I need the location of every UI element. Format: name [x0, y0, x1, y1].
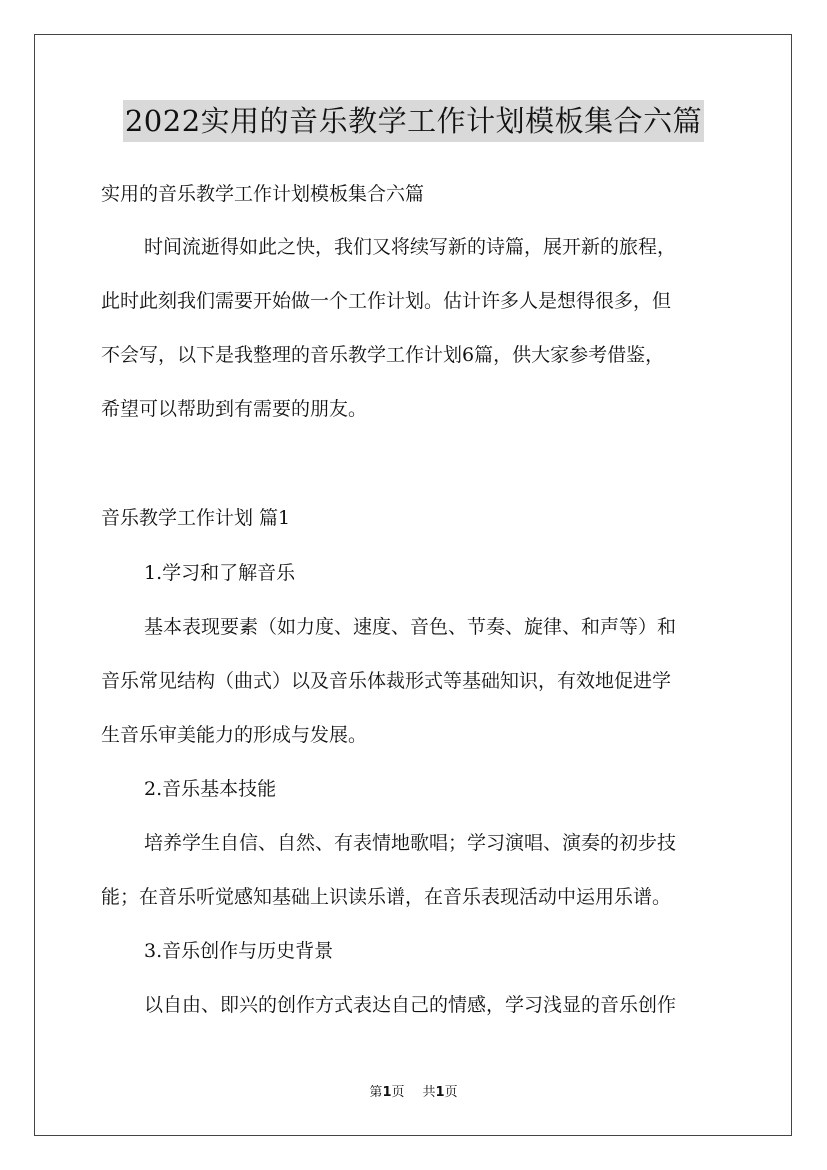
section-heading: 音乐教学工作计划 篇1	[101, 507, 291, 529]
item-2-line-2: 能；在音乐听觉感知基础上识读乐谱，在音乐表现活动中运用乐谱。	[101, 886, 672, 908]
footer-total-pages: 1	[435, 1085, 445, 1100]
item-1-heading: 1.学习和了解音乐	[144, 562, 296, 584]
intro-line-1: 时间流逝得如此之快，我们又将续写新的诗篇，展开新的旅程，	[144, 236, 677, 258]
item-3-line-1: 以自由、即兴的创作方式表达自己的情感，学习浅显的音乐创作	[144, 994, 677, 1016]
item-2-heading: 2.音乐基本技能	[144, 778, 277, 800]
footer-page-number: 1	[382, 1085, 392, 1100]
item-2-line-1: 培养学生自信、自然、有表情地歌唱；学习演唱、演奏的初步技	[144, 832, 677, 854]
footer-total-prefix: 共	[422, 1085, 436, 1100]
item-1-line-1: 基本表现要素（如力度、速度、音色、节奏、旋律、和声等）和	[144, 616, 677, 638]
footer-page-suffix: 页	[391, 1085, 405, 1100]
footer-total-suffix: 页	[444, 1085, 458, 1100]
document-subtitle: 实用的音乐教学工作计划模板集合六篇	[101, 183, 425, 205]
item-1-line-3: 生音乐审美能力的形成与发展。	[101, 724, 368, 746]
footer-page-prefix: 第	[369, 1085, 383, 1100]
intro-line-2: 此时此刻我们需要开始做一个工作计划。估计许多人是想得很多，但	[101, 290, 672, 312]
page-footer	[0, 1084, 827, 1102]
intro-line-4: 希望可以帮助到有需要的朋友。	[101, 398, 368, 420]
intro-line-3: 不会写，以下是我整理的音乐教学工作计划6篇，供大家参考借鉴，	[101, 344, 665, 366]
item-1-line-2: 音乐常见结构（曲式）以及音乐体裁形式等基础知识，有效地促进学	[101, 670, 672, 692]
document-title: 2022实用的音乐教学工作计划模板集合六篇	[123, 100, 704, 142]
title-container	[0, 100, 827, 142]
item-3-heading: 3.音乐创作与历史背景	[144, 940, 334, 962]
